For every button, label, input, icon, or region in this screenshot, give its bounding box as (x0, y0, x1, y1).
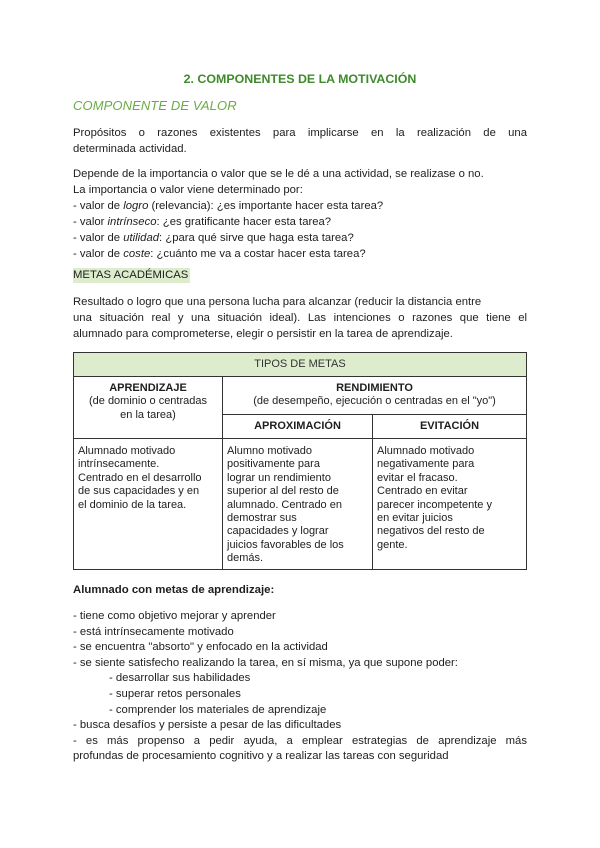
aproximacion-header: APROXIMACIÓN (223, 415, 373, 439)
evitacion-cell: Alumnado motivado negativamente para evitar el fracaso. Centrado en evitar parecer incompetente y en evitar juicios negativos del resto de gente. (373, 439, 527, 570)
metas-line-2: una situación real y una situación ideal). Las intenciones o razones que tiene el (73, 312, 527, 324)
value-item: - valor intrínseco: ¿es gratificante hacer esta tarea? (73, 216, 332, 228)
list-item: - se encuentra "absorto" y enfocado en la actividad (73, 641, 328, 654)
intro-line-1: Propósitos o razones existentes para implicarse en la realización de una (73, 127, 527, 139)
sub-list-item: - comprender los materiales de aprendizaje (109, 703, 327, 716)
list-item: - se siente satisfecho realizando la tarea, en sí misma, ya que supone poder: (73, 656, 458, 669)
intro-line-2: determinada actividad. (73, 143, 187, 155)
value-line-2: La importancia o valor viene determinado por: (73, 184, 303, 196)
evitacion-header: EVITACIÓN (373, 415, 527, 439)
value-item: - valor de coste: ¿cuánto me va a costar hacer esta tarea? (73, 248, 366, 260)
aprendizaje-list (73, 609, 527, 765)
aprendizaje-header: APRENDIZAJE (de dominio o centradas en la tarea) (74, 377, 223, 439)
rendimiento-header: RENDIMIENTO (de desempeño, ejecución o centradas en el "yo") (223, 377, 527, 415)
metas-line-3: alumnado para comprometerse, elegir o persistir en la tarea de aprendizaje. (73, 328, 453, 340)
value-line-1: Depende de la importancia o valor que se le dé a una actividad, se realizase o no. (73, 168, 484, 180)
sub-list-item: - superar retos personales (109, 687, 241, 700)
sub-list-item: - desarrollar sus habilidades (109, 672, 251, 685)
list-item: - está intrínsecamente motivado (73, 625, 234, 638)
metas-heading: METAS ACADÉMICAS (73, 269, 189, 281)
list-item: - tiene como objetivo mejorar y aprender (73, 610, 276, 622)
table-header: TIPOS DE METAS (74, 353, 527, 377)
value-item: - valor de logro (relevancia): ¿es importante hacer esta tarea? (73, 200, 384, 212)
aprendizaje-list-heading: Alumnado con metas de aprendizaje: (73, 584, 275, 596)
value-item: - valor de utilidad: ¿para qué sirve que haga esta tarea? (73, 232, 354, 244)
final-line-1: - es más propenso a pedir ayuda, a emplear estrategias de aprendizaje más (73, 734, 527, 747)
value-paragraph (73, 166, 527, 262)
final-line-2: profundas de procesamiento cognitivo y a realizar las tareas con seguridad (73, 750, 449, 763)
metas-paragraph (73, 294, 527, 342)
list-item: - busca desafíos y persiste a pesar de las dificultades (73, 719, 342, 732)
metas-line-1: Resultado o logro que una persona lucha para alcanzar (reducir la distancia entre (73, 296, 482, 308)
aprendizaje-cell: Alumnado motivado intrínsecamente. Centrado en el desarrollo de sus capacidades y en el dominio de la tarea. (74, 439, 223, 570)
section-title: 2. COMPONENTES DE LA MOTIVACIÓN (183, 72, 417, 86)
tipos-de-metas-table (73, 352, 527, 570)
intro-paragraph (73, 125, 527, 157)
aproximacion-cell: Alumno motivado positivamente para lograr un rendimiento superior al del resto de alumnado. Centrado en demostrar sus capacidades y lograr juicios favorables de los demás. (223, 439, 373, 570)
subsection-title: COMPONENTE DE VALOR (73, 98, 237, 113)
